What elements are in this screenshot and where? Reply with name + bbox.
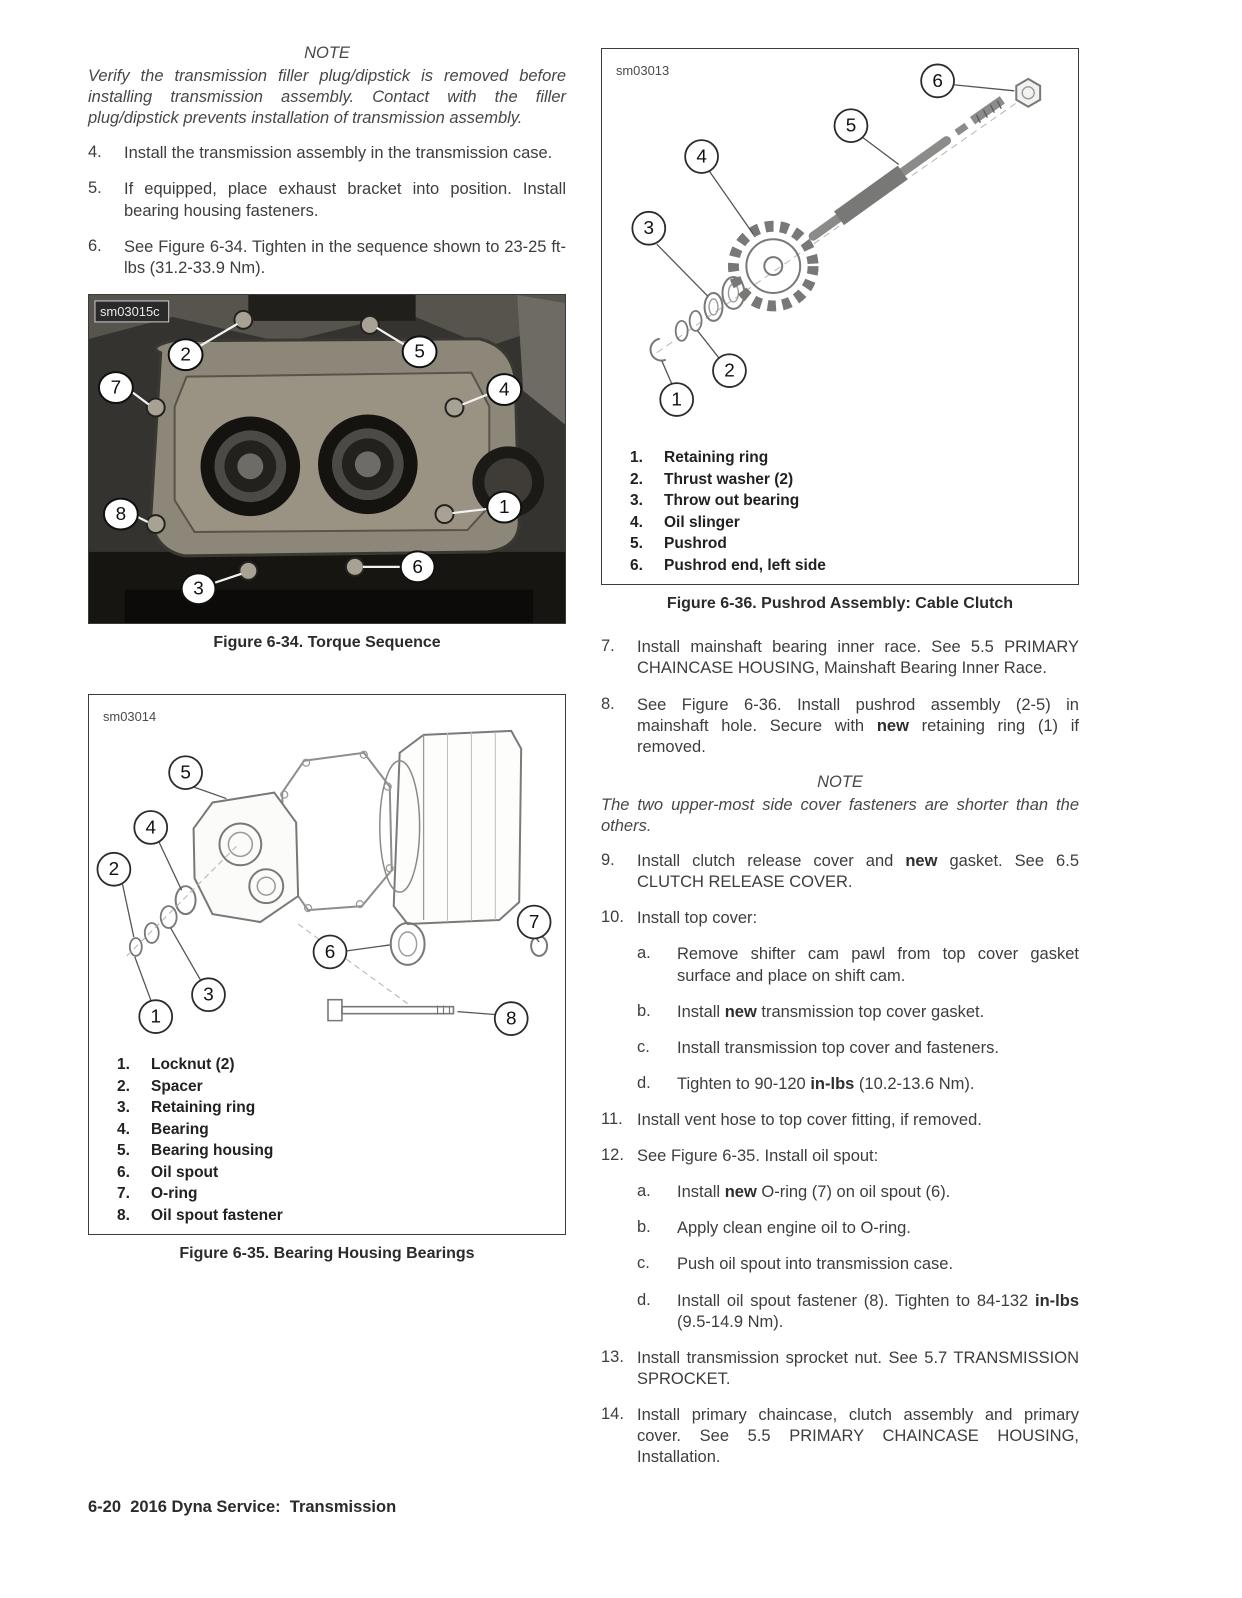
step-item [601,1405,1079,1468]
svg-text:6: 6 [412,556,423,578]
step-number: 4. [88,143,102,162]
legend-text: Oil spout [151,1163,219,1181]
svg-text:2: 2 [180,344,191,366]
legend-number: 8. [117,1206,130,1224]
step-number: b. [637,1218,651,1237]
step-text: Install new O-ring (7) on oil spout (6). [677,1183,951,1202]
step-text: Install top cover: [637,909,758,928]
step-item [601,1146,1079,1167]
legend-text: Locknut (2) [151,1056,235,1073]
legend-item [117,1076,565,1098]
step-item [601,1110,1079,1131]
svg-text:7: 7 [110,377,122,399]
svg-text:5: 5 [845,115,857,137]
figure-callout [495,1003,528,1036]
note-block [88,44,566,129]
legend-text: Retaining ring [664,449,769,467]
legend-text: Retaining ring [151,1099,256,1116]
step-text: Install transmission top cover and fasteners. [677,1038,999,1057]
legend-item [630,555,1078,577]
step-text: See Figure 6-34. Tighten in the sequence shown to 23-25 ft-lbs (31.2-33.9 Nm). [124,237,566,277]
legend-number: 6. [117,1163,130,1181]
legend-text: Thrust washer (2) [664,470,794,488]
right-steps-list [601,637,1079,1468]
legend-text: Oil slinger [664,513,740,531]
figure-6-35-box [88,694,566,1235]
step-number: a. [637,944,651,963]
legend-item [117,1183,565,1205]
step-text: Push oil spout into transmission case. [677,1255,954,1274]
step-text: Install primary chaincase, clutch assembly and primary cover. See 5.5 PRIMARY CHAINCASE HOUSING, Installation. [637,1405,1079,1467]
figure-6-35-legend [89,1046,565,1234]
step-number: 5. [88,179,102,198]
svg-text:1: 1 [498,496,510,518]
right-column [601,48,1079,1483]
step-number: d. [637,1073,651,1092]
step-number: 11. [601,1110,623,1128]
figure-callout [169,757,202,790]
svg-text:6: 6 [932,70,943,92]
figure-tag: sm03015c [99,303,160,319]
legend-number: 4. [117,1120,130,1138]
svg-text:1: 1 [150,1007,161,1029]
legend-item [630,447,1078,469]
step-item [637,1038,1079,1059]
svg-text:2: 2 [108,859,120,881]
step-item [637,1002,1079,1023]
svg-text:8: 8 [505,1009,517,1031]
svg-text:5: 5 [414,341,425,363]
legend-number: 5. [117,1142,130,1159]
legend-item [630,512,1078,534]
legend-number: 2. [117,1077,130,1095]
legend-item [630,469,1078,491]
step-number: 9. [601,851,615,870]
step-number: c. [637,1037,650,1056]
legend-item [117,1119,565,1141]
figure-6-36-box [601,48,1079,585]
legend-item [630,490,1078,512]
figure-callout [835,109,868,142]
step-number: 10. [601,908,624,927]
step-item [637,1074,1079,1095]
figure-6-36-caption: Figure 6-36. Pushrod Assembly: Cable Clutch [666,595,1014,613]
step-item [88,179,566,221]
figure-callout [182,573,216,604]
figure-callout [134,811,167,844]
legend-item [117,1054,565,1076]
svg-text:3: 3 [193,578,204,600]
figure-6-36 [601,48,1079,613]
step-item [637,1291,1079,1333]
step-text: Remove shifter cam pawl from top cover gasket surface and place on shift cam. [677,945,1079,985]
legend-text: Throw out bearing [664,492,800,510]
legend-text: Spacer [151,1077,203,1095]
legend-text: Pushrod [664,535,727,553]
page-footer: 6-20 2016 Dyna Service: Transmission [88,1498,397,1516]
step-item [601,1348,1079,1390]
figure-6-35 [88,694,566,1263]
figure-callout [314,936,347,969]
left-steps-list [88,143,566,279]
step-item [637,1218,1079,1239]
note-block [601,773,1079,837]
step-text: Install the transmission assembly in the transmission case. [124,144,553,163]
legend-number: 1. [630,449,643,467]
step-number: c. [637,1254,650,1273]
step-text: Install mainshaft bearing inner race. See 5.5 PRIMARY CHAINCASE HOUSING, Mainshaft Bearing Inner Race. [637,638,1079,678]
step-item [601,851,1079,893]
svg-text:6: 6 [324,942,336,964]
bearing-housing-diagram [89,695,565,1046]
legend-number: 7. [117,1185,130,1202]
step-number: d. [637,1290,651,1309]
note-heading: NOTE [817,772,863,791]
figure-6-34-caption: Figure 6-34. Torque Sequence [213,634,441,652]
svg-text:1: 1 [671,389,682,411]
legend-item [117,1140,565,1162]
legend-number: 2. [630,470,643,488]
figure-callout [518,906,551,939]
figure-callout [403,336,437,367]
step-number: 7. [601,637,615,656]
figure-callout [139,1001,172,1034]
legend-number: 6. [630,556,643,574]
figure-callout [632,212,665,245]
step-text: See Figure 6-35. Install oil spout: [637,1147,879,1166]
figure-callout [99,372,133,403]
svg-text:3: 3 [203,985,214,1007]
step-number: 6. [88,236,102,255]
note-body: The two upper-most side cover fasteners are shorter than the others. [601,795,1079,836]
figure-tag: sm03013 [615,62,670,78]
left-column [88,42,566,1263]
step-item [88,143,566,164]
torque-sequence-photo [89,295,565,624]
step-item [637,1254,1079,1275]
step-number: 14. [601,1404,624,1423]
legend-number: 4. [630,513,643,531]
step-item [601,695,1079,758]
svg-text:4: 4 [498,379,510,401]
step-number: b. [637,1001,651,1020]
step-item [637,944,1079,986]
figure-6-36-legend [602,439,1078,584]
svg-text:2: 2 [724,360,735,382]
step-number: 13. [601,1347,624,1366]
legend-number: 3. [630,492,643,510]
step-item [637,1182,1079,1203]
legend-number: 5. [630,535,643,553]
legend-number: 1. [117,1056,130,1073]
figure-tag-badge [95,301,169,322]
figure-callout [169,339,203,370]
figure-callout [660,383,693,416]
step-number: 8. [601,694,615,713]
step-text: Install clutch release cover and new gasket. See 6.5 CLUTCH RELEASE COVER. [637,852,1079,892]
figure-callout [104,499,138,530]
pushrod-assembly-diagram [602,49,1078,439]
figure-callout [192,979,225,1012]
step-item [601,908,1079,929]
step-text: Install vent hose to top cover fitting, if removed. [637,1111,982,1129]
legend-item [117,1205,565,1227]
svg-text:7: 7 [528,912,540,934]
svg-text:4: 4 [696,146,707,168]
legend-text: Oil spout fastener [151,1206,283,1224]
legend-text: Bearing housing [151,1142,274,1159]
step-text: See Figure 6-36. Install pushrod assembly (2-5) in mainshaft hole. Secure with new retaining ring (1) if removed. [637,695,1079,756]
svg-text:4: 4 [145,817,157,839]
legend-item [117,1097,565,1119]
step-text: Install oil spout fastener (8). Tighten to 84-132 in-lbs (9.5-14.9 Nm). [677,1291,1079,1331]
svg-text:5: 5 [180,763,191,785]
svg-text:3: 3 [643,218,655,240]
step-item [601,637,1079,679]
step-text: Install transmission sprocket nut. See 5.7 TRANSMISSION SPROCKET. [637,1348,1079,1388]
legend-text: Pushrod end, left side [664,556,826,574]
step-text: Install new transmission top cover gasket. [677,1002,985,1021]
legend-number: 3. [117,1099,130,1116]
figure-callout [401,551,435,582]
figure-callout [921,64,954,97]
figure-6-34-box [88,294,566,625]
figure-callout [713,354,746,387]
figure-callout [487,492,521,523]
step-item [88,237,566,279]
figure-6-34 [88,294,566,653]
step-text: Tighten to 90-120 in-lbs (10.2-13.6 Nm). [677,1074,975,1093]
figure-callout [97,853,130,886]
figure-callout [685,140,718,173]
note-heading: NOTE [304,44,350,62]
svg-text:8: 8 [115,503,127,525]
figure-tag: sm03014 [102,709,157,725]
step-text: Apply clean engine oil to O-ring. [677,1219,911,1238]
legend-item [117,1162,565,1184]
step-number: 12. [601,1146,624,1165]
legend-item [630,533,1078,555]
figure-callout [487,374,521,405]
step-number: a. [637,1182,651,1201]
figure-6-35-caption: Figure 6-35. Bearing Housing Bearings [179,1245,475,1262]
legend-text: Bearing [151,1120,209,1138]
step-text: If equipped, place exhaust bracket into position. Install bearing housing fasteners. [124,180,566,220]
note-body: Verify the transmission filler plug/dipstick is removed before installing transmission assembly. Contact with the filler plug/dipstick prevents installation of transmission assembly. [88,67,566,128]
legend-text: O-ring [151,1185,198,1202]
